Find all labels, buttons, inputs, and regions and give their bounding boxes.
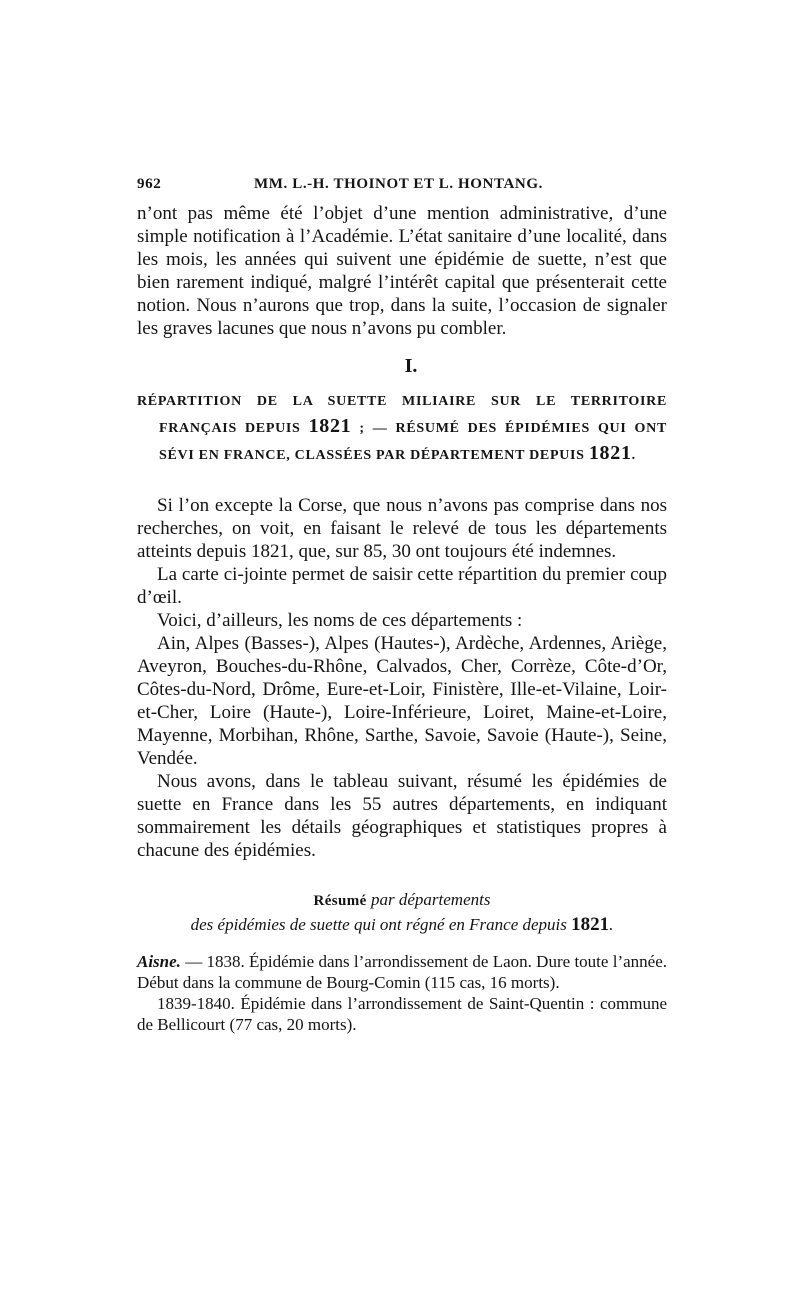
section-heading: [137, 390, 667, 468]
running-title: MM. L.-H. THOINOT ET L. HONTANG.: [254, 176, 543, 192]
paragraph: La carte ci-jointe permet de saisir cette répartition du premier coup d’œil.: [137, 564, 667, 608]
summary-title-smallcaps: Résumé: [313, 893, 367, 909]
intro-paragraph: n’ont pas même été l’objet d’une mention administrative, d’une simple notification à l’Académie. L’état sanitaire d’une localité, dans les mois, les années qui suivent une épidémie de suette, n’est que bien rarement indiqué, malgré l’intérêt capital que présenterait cette notion. Nous n’aurons que trop, dans la suite, l’occasion de signaler les graves lacunes que nous n’avons pu combler.: [137, 203, 667, 339]
paragraph: Nous avons, dans le tableau suivant, résumé les épidémies de suette en France dans les 55 autres départements, en indiquant sommairement les détails géographiques et statistiques propres à chacune des épidémies.: [137, 771, 667, 861]
paragraph: Si l’on excepte la Corse, que nous n’avons pas comprise dans nos recherches, on voit, en faisant le relevé de tous les départements atteints depuis 1821, que, sur 85, 30 ont toujours été indemnes.: [137, 495, 667, 562]
summary-subtitle-year: 1821: [571, 914, 610, 935]
summary-title-rest: par départements: [366, 890, 491, 909]
summary-subtitle-text: des épidémies de suette qui ont régné en France depuis: [190, 915, 572, 934]
department-entry: [137, 951, 667, 993]
paragraph: Voici, d’ailleurs, les noms de ces départements :: [157, 610, 523, 631]
running-head: [137, 176, 667, 202]
section-heading-year2: 1821: [588, 442, 632, 464]
summary-subtitle: [137, 913, 667, 937]
page-number: 962: [137, 176, 162, 192]
section-heading-part2: ; — RÉSUMÉ DES ÉPIDÉMIES QUI ONT SÉVI EN FRANCE, CLASSÉES PAR DÉPARTEMENT DEPUIS: [159, 421, 667, 463]
department-entry: [137, 993, 667, 1035]
department-list: Ain, Alpes (Basses-), Alpes (Hautes-), Ardèche, Ardennes, Ariège, Aveyron, Bouches-du-Rhône, Calvados, Cher, Corrèze, Côte-d’Or, Côtes-du-Nord, Drôme, Eure-et-Loir, Finistère, Ille-et-Vilaine, Loir-et-Cher, Loire (Haute-), Loire-Inférieure, Loiret, Maine-et-Loire, Mayenne, Morbihan, Rhône, Sarthe, Savoie, Savoie (Haute-), Seine, Vendée.: [137, 633, 667, 769]
entry-text: 1839-1840. Épidémie dans l’arrondissement de Saint-Quentin : commune de Bellicourt (77 cas, 20 morts).: [137, 994, 667, 1034]
section-heading-end: .: [631, 448, 636, 463]
department-name: Aisne.: [137, 952, 181, 971]
summary-title: [137, 888, 667, 913]
section-heading-part1: RÉPARTITION DE LA SUETTE MILIAIRE SUR LE TERRITOIRE FRANÇAIS DEPUIS: [137, 394, 667, 436]
summary-subtitle-end: .: [609, 915, 614, 934]
section-heading-year1: 1821: [308, 415, 352, 437]
entry-text: — 1838. Épidémie dans l’arrondissement de Laon. Dure toute l’année. Début dans la commune de Bourg-Comin (115 cas, 16 morts).: [137, 952, 667, 992]
section-number: I.: [404, 355, 418, 377]
document-page: [137, 176, 667, 1035]
